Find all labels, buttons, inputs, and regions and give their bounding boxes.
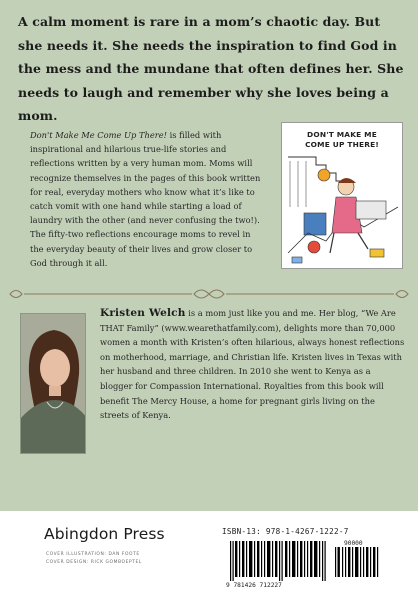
lede-paragraph: A calm moment is rare in a mom’s chaotic day. But she needs it. She needs the inspiration to find God in the mess and the mundane that often defines her. She needs to laugh and remember why she loves being a mom. — [18, 14, 404, 123]
barcode — [222, 539, 408, 589]
author-bio — [100, 306, 405, 423]
description-body: is filled with inspirational and hilarious true-life stories and reflections written by a very human mom. Moms will recognize themselves in the pages of this book written for real, everyday mothers who know what it’s like to catch vomit with one hand while starting a load of laundry with the other (and never confusing the two!). The fifty-two reflections encourage moms to revel in the everyday beauty of their lives and grow closer to God through it all. — [30, 130, 261, 268]
footer — [0, 511, 418, 593]
thumbnail-title — [282, 130, 402, 150]
book-title-italic: Don't Make Me Come Up There! — [30, 130, 167, 140]
cover-design-credit: COVER DESIGN: RICK GOMBOEPTEL — [46, 560, 142, 565]
isbn: ISBN-13: 978-1-4267-1222-7 — [222, 527, 349, 536]
thumbnail-title-line1: DON'T MAKE ME — [307, 130, 377, 139]
author-name: Kristen Welch — [100, 307, 186, 319]
author-photo — [20, 313, 86, 454]
price-code: 90000 — [344, 540, 363, 547]
ornamental-divider — [8, 286, 410, 302]
front-cover-thumbnail — [281, 122, 403, 269]
cover-illustration — [286, 153, 400, 267]
publisher-logo: Abingdon Press — [44, 525, 165, 543]
author-bio-text: is a mom just like you and me. Her blog, “We Are THAT Family” (www.wearethatfamily.com), delights more than 70,000 women a month with Kristen’s often hilarious, always honest reflections on motherhood, marriage, and Christian life. Kristen lives in Texas with her husband and three children. In 2010 she went to Kenya as a blogger for Compassion International. Royalties from this book will benefit The Mercy House, a home for pregnant girls living on the streets of Kenya. — [100, 308, 405, 421]
book-description — [30, 128, 266, 270]
cover-illustration-credit: COVER ILLUSTRATION: DAN FOOTE — [46, 552, 140, 557]
thumbnail-title-line2: COME UP THERE! — [305, 140, 379, 149]
barcode-digits: 9 781426 712227 — [226, 582, 282, 589]
